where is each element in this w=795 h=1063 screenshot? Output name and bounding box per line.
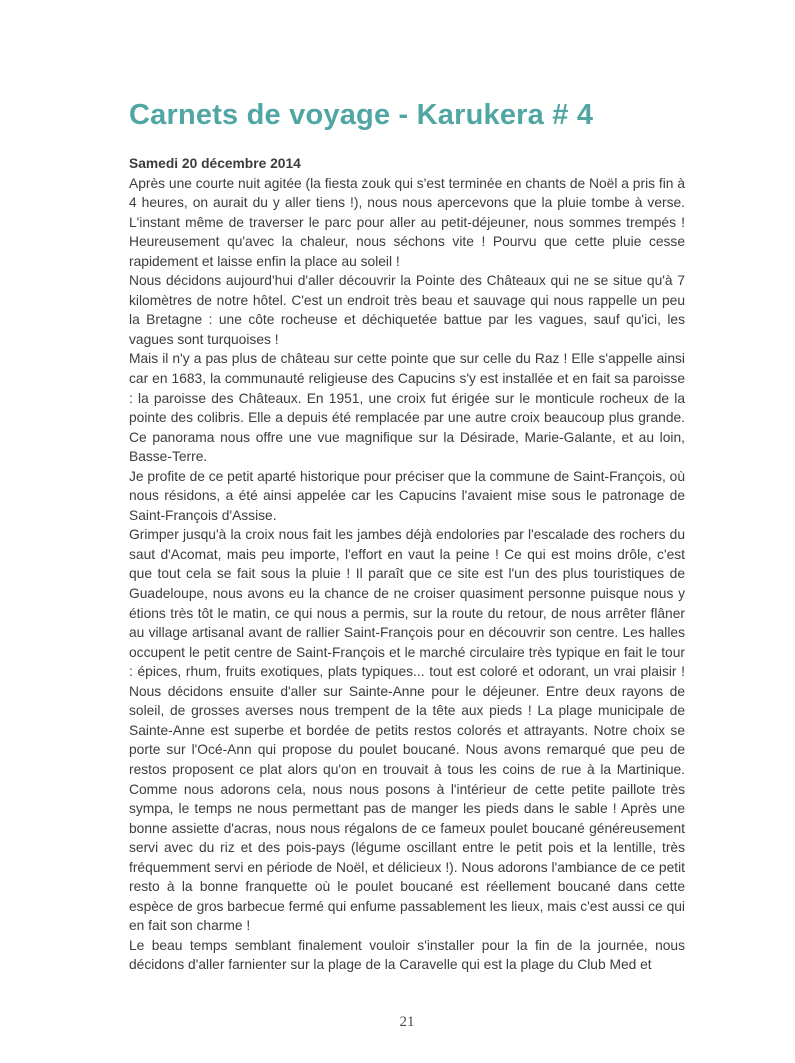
date-heading: Samedi 20 décembre 2014 xyxy=(129,156,301,171)
body-paragraph: Nous décidons aujourd'hui d'aller découvrir la Pointe des Châteaux qui ne se situe qu'à 7 kilomètres de notre hôtel. C'est un endroit très beau et sauvage qui nous rappelle un peu la Bretagne : une côte rocheuse et déchiquetée battue par les vagues, sauf qu'ici, les vagues sont turquoises ! xyxy=(129,273,685,347)
page-number: 21 xyxy=(399,1014,415,1030)
content-column xyxy=(129,97,685,975)
body-paragraph: Mais il n'y a pas plus de château sur cette pointe que sur celle du Raz ! Elle s'appelle ainsi car en 1683, la communauté religieuse des Capucins s'y est installée et en fait sa paroisse : la paroisse des Châteaux. En 1951, une croix fut érigée sur le monticule rocheux de la pointe des colibris. Elle a depuis été remplacée par une autre croix beaucoup plus grande. Ce panorama nous offre une vue magnifique sur la Désirade, Marie-Galante, et au loin, Basse-Terre. xyxy=(129,351,685,465)
body-paragraph: Je profite de ce petit aparté historique pour préciser que la commune de Saint-François, où nous résidons, a été ainsi appelée car les Capucins l'avaient mise sous le patronage de Saint-François d'Assise. xyxy=(129,468,686,523)
body-paragraph: Le beau temps semblant finalement vouloir s'installer pour la fin de la journée, nous décidons d'aller farnienter sur la plage de la Caravelle qui est la plage du Club Med et xyxy=(129,937,685,973)
article-body xyxy=(129,154,685,975)
page-title: Carnets de voyage - Karukera # 4 xyxy=(129,99,594,131)
body-paragraph: Après une courte nuit agitée (la fiesta zouk qui s'est terminée en chants de Noël a pris fin à 4 heures, on aurait du y aller tiens !), nous nous apercevons que la pluie tombe à verse. L'instant même de traverser le parc pour aller au petit-déjeuner, nous sommes trempés ! Heureusement qu'avec la chaleur, nous séchons vite ! Pourvu que cette pluie cesse rapidement et laisse enfin la place au soleil ! xyxy=(129,175,685,269)
body-paragraph: Grimper jusqu'à la croix nous fait les jambes déjà endolories par l'escalade des rochers du saut d'Acomat, mais peu importe, l'effort en vaut la peine ! Ce qui est moins drôle, c'est que tout cela se fait sous la pluie ! Il paraît que ce site est l'un des plus touristiques de Guadeloupe, nous avons eu la chance de ne croiser quasiment personne puisque nous y étions très tôt le matin, ce qui nous a permis, sur la route du retour, de nous arrêter flâner au village artisanal avant de rallier Saint-François pour en découvrir son centre. Les halles occupent le petit centre de Saint-François et le marché circulaire très typique en fait le tour : épices, rhum, fruits exotiques, plats typiques... tout est coloré et odorant, un vrai plaisir ! Nous décidons ensuite d'aller sur Sainte-Anne pour le déjeuner. Entre deux rayons de soleil, de grosses averses nous trempent de la tête aux pieds ! La plage municipale de Sainte-Anne est superbe et bordée de petits restos colorés et attrayants. Notre choix se porte sur l'Océ-Ann qui propose du poulet boucané. Nous avons remarqué que peu de restos proposent ce plat alors qu'on en trouvait à tous les coins de rue à la Martinique. Comme nous adorons cela, nous nous posons à l'intérieur de cette petite paillote très sympa, le temps ne nous permettant pas de manger les pieds dans le sable ! Après une bonne assiette d'acras, nous nous régalons de ce fameux poulet boucané généreusement servi avec du riz et des pois-pays (légume oscillant entre le petit pois et la lentille, très fréquemment servi en période de Noël, et délicieux !). Nous adorons l'ambiance de ce petit resto à la bonne franquette où le poulet boucané est réellement boucané dans cette espèce de gros barbecue fermé qui enfume passablement les lieux, mais c'est aussi ce qui en fait son charme ! xyxy=(129,527,685,934)
